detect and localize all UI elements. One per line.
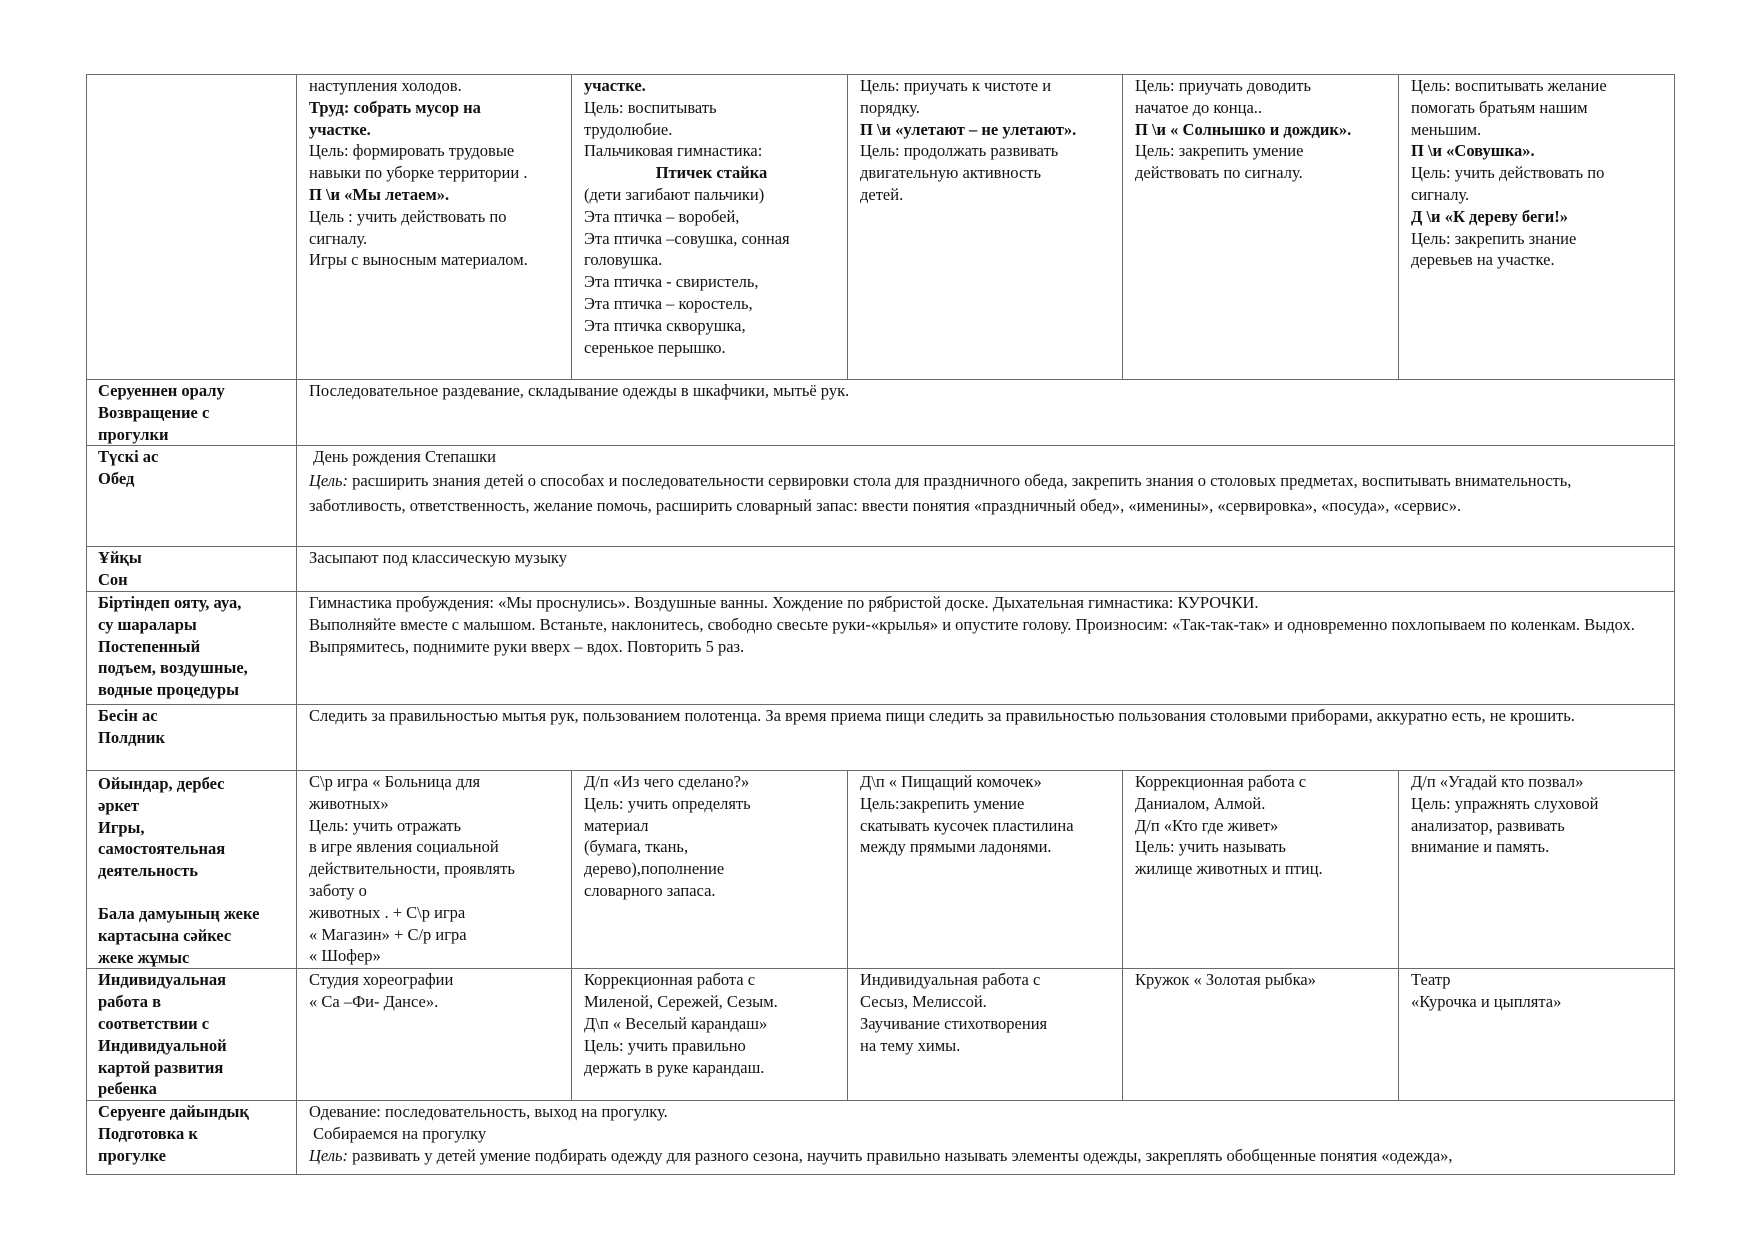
cell-line: словарного запаса.	[584, 880, 716, 900]
cell-line: Цель: воспитывать желание	[1411, 76, 1607, 95]
indiv-day5-cell	[1399, 969, 1675, 1101]
lunch-goal-text: расширить знания детей о способах и последовательности сервировки стола для праздничного обеда, закрепить знания о столовых предметах, воспитывать внимательность, заботливость, ответственность, желание помочь, расширить словарный запас: ввести понятия «праздничный обед», «именины», «сервировка», «посуда», «сервис».	[309, 471, 1572, 516]
cell-line: прогулки	[98, 424, 169, 444]
cell-line: Индивидуальной	[98, 1035, 227, 1055]
games-day4-cell	[1123, 770, 1399, 968]
cell-line: Цель: закрепить знание	[1411, 228, 1577, 248]
indiv-day4-cell	[1123, 969, 1399, 1101]
cell-line: П \и « Солнышко и дождик».	[1135, 119, 1352, 139]
walk-day3-cell	[848, 75, 1123, 380]
cell-line: Кружок « Золотая рыбка»	[1135, 970, 1316, 990]
row-label-games	[87, 770, 297, 968]
cell-line: подъем, воздушные,	[98, 658, 248, 678]
cell-line: П \и «Совушка».	[1411, 141, 1535, 161]
cell-line: наступления холодов.	[309, 76, 462, 95]
row-individual	[87, 969, 1675, 1101]
cell-line: Ойындар, дербес	[98, 773, 225, 793]
cell-line: двигательную активность	[860, 163, 1042, 183]
cell-line: Д/п «Из чего сделано?»	[584, 771, 750, 791]
cell-line: животных»	[309, 793, 389, 813]
cell-line: дерево),пополнение	[584, 859, 725, 879]
cell-line: действовать по сигналу.	[1135, 163, 1303, 183]
wakeup-text: Выполняйте вместе с малышом. Встаньте, наклонитесь, свободно свесьте руки-«крылья» и опустите голову. Произносим: «Так-так-так» и одновременно похлопываем по коленкам. Выдох. Выпрямитесь, поднимите руки вверх – вдох. Повторить 5 раз.	[309, 614, 1635, 656]
row-label-sleep	[87, 547, 297, 592]
cell-line: материал	[584, 815, 649, 835]
row-label-lunch	[87, 446, 297, 547]
cell-line: Эта птичка – коростель,	[584, 293, 753, 313]
cell-line: Индивидуальная	[98, 970, 227, 990]
cell-line: Постепенный	[98, 636, 201, 656]
cell-line: прогулке	[98, 1145, 166, 1165]
cell-line: Полдник	[98, 727, 165, 747]
cell-line: картой развития	[98, 1057, 224, 1077]
cell-line: Д/п «Угадай кто позвал»	[1411, 771, 1584, 791]
indiv-day3-cell	[848, 969, 1123, 1101]
cell-line: анализатор, развивать	[1411, 815, 1565, 835]
cell-line: порядку.	[860, 97, 920, 117]
cell-line	[98, 882, 288, 903]
lunch-cell	[297, 446, 1675, 547]
cell-line: Эта птичка – воробей,	[584, 206, 740, 226]
cell-line: между прямыми ладонями.	[860, 837, 1052, 857]
cell-line: заботу о	[309, 880, 367, 900]
cell-line: Подготовка к	[98, 1123, 198, 1143]
cell-line: ребенка	[98, 1079, 157, 1099]
snack-cell	[297, 704, 1675, 770]
row-wakeup	[87, 591, 1675, 704]
cell-line: Цель: учить называть	[1135, 837, 1286, 857]
cell-line: Возвращение с	[98, 402, 210, 422]
prepare-goal-text: развивать у детей умение подбирать одежду для разного сезона, научить правильно называть элементы одежды, закреплять обобщенные понятия «одежда»,	[348, 1145, 1453, 1165]
cell-line: Эта птичка –совушка, сонная	[584, 228, 790, 248]
cell-line: Даниалом, Алмой.	[1135, 793, 1266, 813]
cell-line: Д/п «Кто где живет»	[1135, 815, 1279, 835]
walk-day5-cell	[1399, 75, 1675, 380]
cell-line: деятельность	[98, 861, 198, 881]
cell-line: участке.	[309, 119, 371, 139]
walk-day2-cell	[572, 75, 848, 380]
cell-line: Бала дамуының жеке	[98, 903, 260, 923]
cell-line: Цель: формировать трудовые	[309, 141, 515, 161]
cell-line: Сон	[98, 570, 128, 590]
cell-line: « Магазин» + С/р игра	[309, 924, 467, 944]
cell-line: Коррекционная работа с	[584, 970, 756, 990]
cell-line: Д \и «К дереву беги!»	[1411, 206, 1569, 226]
prepare-goal	[309, 1145, 1666, 1167]
cell-line: помогать братьям нашим	[1411, 97, 1588, 117]
indiv-day2-cell	[572, 969, 848, 1101]
cell-line: Цель:закрепить умение	[860, 793, 1025, 813]
cell-line: П \и «Мы летаем».	[309, 184, 450, 204]
row-snack	[87, 704, 1675, 770]
cell-line: жеке жұмыс	[98, 947, 190, 967]
cell-line: жилище животных и птиц.	[1135, 859, 1323, 879]
row-games	[87, 770, 1675, 968]
cell-line: (бумага, ткань,	[584, 837, 689, 857]
wakeup-cell	[297, 591, 1675, 704]
walk-day1-cell	[297, 75, 572, 380]
return-text: Последовательное раздевание, складывание одежды в шкафчики, мытьё рук.	[309, 381, 850, 400]
lunch-goal	[309, 468, 1666, 518]
cell-line: әркет	[98, 795, 140, 815]
cell-line: Цель: продолжать развивать	[860, 141, 1059, 161]
cell-line: Біртіндеп ояту, ауа,	[98, 592, 242, 612]
cell-line: водные процедуры	[98, 680, 239, 700]
row-label-snack	[87, 704, 297, 770]
cell-line: Пальчиковая гимнастика:	[584, 141, 763, 161]
cell-line: Цель: приучать доводить	[1135, 76, 1311, 95]
cell-line: (дети загибают пальчики)	[584, 184, 765, 204]
cell-line: « Са –Фи- Дансе».	[309, 992, 439, 1012]
cell-line: трудолюбие.	[584, 119, 673, 139]
cell-line: Эта птичка скворушка,	[584, 315, 746, 335]
cell-line: Цель: закрепить умение	[1135, 141, 1304, 161]
row-label-empty	[87, 75, 297, 380]
cell-line: животных . + С\р игра	[309, 902, 466, 922]
cell-line: держать в руке карандаш.	[584, 1057, 765, 1077]
sleep-text: Засыпают под классическую музыку	[309, 548, 567, 568]
cell-line: Студия хореографии	[309, 970, 454, 990]
cell-line: деревьев на участке.	[1411, 250, 1555, 270]
cell-line: Серуенге дайындық	[98, 1102, 249, 1122]
return-cell	[297, 380, 1675, 446]
prepare-cell	[297, 1101, 1675, 1175]
cell-line: С\р игра « Больница для	[309, 771, 481, 791]
cell-line: Д\п « Пищащий комочек»	[860, 771, 1042, 791]
walk-day4-cell	[1123, 75, 1399, 380]
cell-line: Бесін ас	[98, 705, 158, 725]
cell-line: соответствии с	[98, 1013, 210, 1033]
snack-text: Следить за правильностью мытья рук, пользованием полотенца. За время приема пищи следить за правильностью пользования столовыми приборами, аккуратно есть, не крошить.	[309, 705, 1575, 725]
cell-line: Игры с выносным материалом.	[309, 250, 528, 270]
cell-line: самостоятельная	[98, 839, 226, 859]
cell-line: меньшим.	[1411, 119, 1482, 139]
prepare-line2: Собираемся на прогулку	[309, 1123, 487, 1143]
cell-line: в игре явления социальной	[309, 837, 499, 857]
lunch-goal-label: Цель:	[309, 471, 349, 491]
cell-line: Цель : учить действовать по	[309, 206, 507, 226]
wakeup-line1: Гимнастика пробуждения: «Мы проснулись». Воздушные ванны. Хождение по рябристой доске. Дыхательная гимнастика: КУРОЧКИ.	[309, 592, 1259, 612]
lunch-title: День рождения Степашки	[309, 447, 496, 467]
indiv-day1-cell	[297, 969, 572, 1101]
row-prepare-walk	[87, 1101, 1675, 1175]
cell-line: внимание и память.	[1411, 837, 1550, 857]
cell-line: серенькое перышко.	[584, 337, 726, 357]
cell-line: Цель: упражнять слуховой	[1411, 793, 1599, 813]
row-label-prepare	[87, 1101, 297, 1175]
games-day1-cell	[297, 770, 572, 968]
cell-line: Ұйқы	[98, 548, 142, 568]
row-label-return	[87, 380, 297, 446]
cell-line: сигналу.	[1411, 184, 1470, 204]
cell-line: Цель: воспитывать	[584, 97, 717, 117]
cell-line: Игры,	[98, 817, 145, 837]
cell-line: Цель: учить отражать	[309, 815, 461, 835]
cell-line: Коррекционная работа с	[1135, 771, 1307, 791]
cell-line: Цель: учить действовать по	[1411, 163, 1605, 183]
cell-line: скатывать кусочек пластилина	[860, 815, 1074, 835]
cell-line: начатое до конца..	[1135, 97, 1263, 117]
cell-line: навыки по уборке территории .	[309, 163, 528, 183]
games-day2-cell	[572, 770, 848, 968]
prepare-line1: Одевание: последовательность, выход на прогулку.	[309, 1102, 668, 1122]
cell-line: Серуеннен оралу	[98, 381, 225, 400]
cell-line: головушка.	[584, 250, 663, 270]
cell-line: Цель: приучать к чистоте и	[860, 76, 1052, 95]
cell-line: Птичек стайка	[655, 163, 768, 183]
cell-line: участке.	[584, 76, 646, 95]
cell-line: П \и «улетают – не улетают».	[860, 119, 1077, 139]
cell-line: Түскі ас	[98, 447, 159, 467]
cell-line: детей.	[860, 184, 904, 204]
cell-line: Труд: собрать мусор на	[309, 97, 481, 117]
row-walk-continued	[87, 75, 1675, 380]
cell-line: « Шофер»	[309, 946, 381, 966]
prepare-goal-label: Цель:	[309, 1145, 349, 1165]
cell-line: картасына сәйкес	[98, 925, 232, 945]
cell-line: сигналу.	[309, 228, 368, 248]
cell-line: «Курочка и цыплята»	[1411, 992, 1562, 1012]
cell-line: Цель: учить правильно	[584, 1035, 746, 1055]
plan-table	[86, 74, 1675, 1175]
row-label-individual	[87, 969, 297, 1101]
row-lunch	[87, 446, 1675, 547]
cell-line: Театр	[1411, 970, 1451, 990]
cell-line: Цель: учить определять	[584, 793, 751, 813]
cell-line: Д\п « Веселый карандаш»	[584, 1013, 768, 1033]
cell-line: су шаралары	[98, 614, 197, 634]
cell-line: Обед	[98, 469, 135, 489]
row-label-wakeup	[87, 591, 297, 704]
games-day3-cell	[848, 770, 1123, 968]
sleep-cell	[297, 547, 1675, 592]
cell-line: Эта птичка - свиристель,	[584, 272, 759, 292]
cell-line: Индивидуальная работа с	[860, 970, 1041, 990]
cell-line: действительности, проявлять	[309, 859, 515, 879]
cell-line: Сесыз, Мелиссой.	[860, 992, 987, 1012]
cell-line: Миленой, Сережей, Сезым.	[584, 992, 778, 1012]
cell-line: Заучивание стихотворения	[860, 1013, 1048, 1033]
games-day5-cell	[1399, 770, 1675, 968]
row-return-from-walk	[87, 380, 1675, 446]
row-sleep	[87, 547, 1675, 592]
cell-line: на тему химы.	[860, 1035, 961, 1055]
cell-line: работа в	[98, 992, 162, 1012]
